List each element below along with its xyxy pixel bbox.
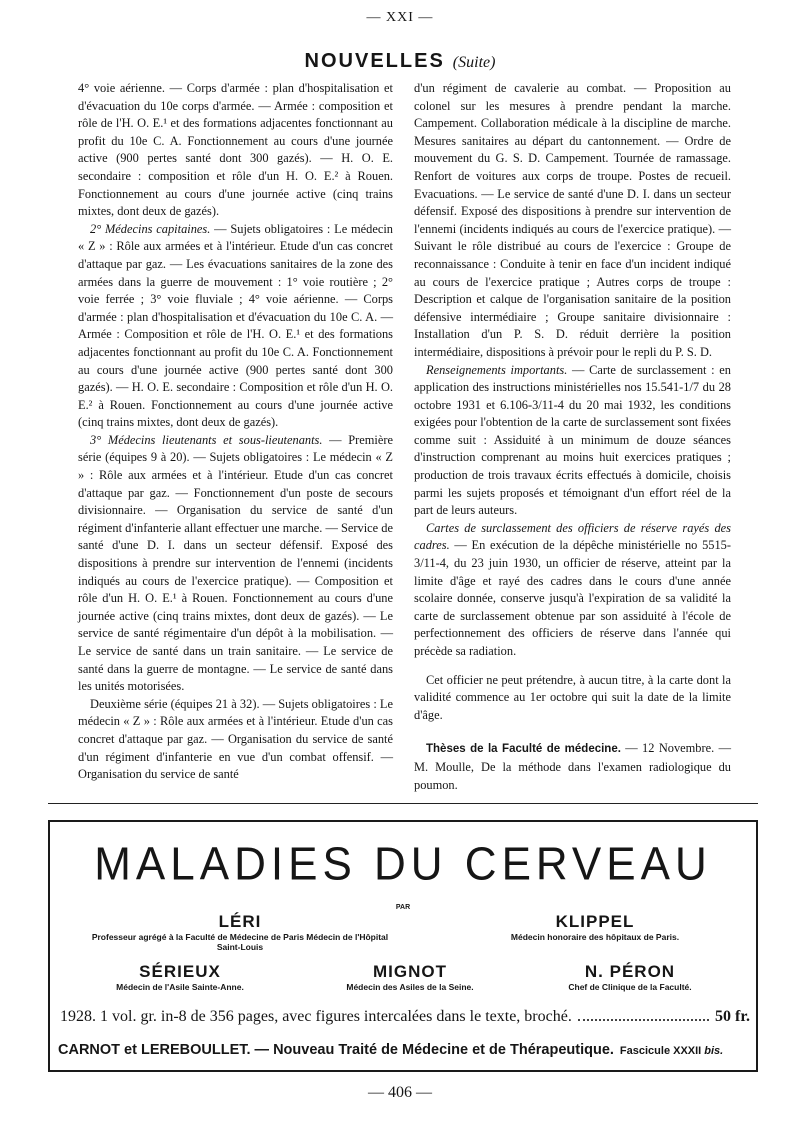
title-suffix: (Suite) xyxy=(452,54,496,71)
paragraph xyxy=(414,362,731,520)
paragraph-body: — Première série (équipes 9 à 20). — Sujets obligatoires : Le médecin « Z » : Rôle aux armées et à l'intérieur. Etude d'un cas concret d'attaque par gaz. — Fonctionnement d'un poste de secours divisionnaire. — Organisation du service de santé d'un régiment d'infanterie allant effectuer une marche. — Service de santé d'une D. I. dans un secteur défensif. Exposé des dispositions à prendre sur intervention de l'ennemi (incidents indiqués au cours de l'exercice pratique). — Composition et rôle d'un H. O. E.¹ à Rouen. Fonctionnement au cours d'une journée active (cinq trains mixtes, dont deux de gazés). — Le service de santé régimentaire d'un dépôt à la mobilisation. — Le service de santé dans un train sanitaire. — Le service de santé dans la guerre de montagne. — Le service de santé dans les unités motorisées. xyxy=(78,432,394,694)
ad-book-info xyxy=(60,1008,750,1026)
ad-footer xyxy=(58,1042,748,1058)
paragraph-lead: 3° Médecins lieutenants et sous-lieutenants. xyxy=(90,432,323,447)
paragraph-lead: 2° Médecins capitaines. xyxy=(90,221,211,236)
paragraph xyxy=(78,221,393,432)
paragraph: Deuxième série (équipes 21 à 32). — Sujets obligatoires : Le médecin « Z » : Rôle aux armées et à l'intérieur. Etude d'un cas concret d'attaque par gaz. — Organisation du service de santé d'un régiment d'infanterie en vue d'un combat offensif. — Organisation du service de santé xyxy=(78,696,393,782)
paragraph-lead: Cartes de surclassement des officiers de réserve rayés des cadres. xyxy=(414,520,731,553)
paragraph: d'un régiment de cavalerie au combat. — Proposition au colonel sur les mesures à prendre pendant la marche. Campement. Collaboration médicale à la discipline de marche. Mesures sanitaires au départ du cantonnement. — Ordre de mouvement du G. S. D. Campement. Tournée de ramassage. Renfort de voitures aux corps de troupe. Postes de recueil. Evacuations. — Le service de santé d'une D. I. dans un secteur défensif. Exposé des dispositions à prendre sur intervention de l'ennemi (incidents indiqués au cours de l'exercice pratique). — Suivant le rôle distribué au cours de l'exercice : Groupe de reconnaissance : Conduite à tenir en face d'un incident indiqué au cours de l'exercice pratique ; Autres corps de troupe : Description et calque de l'organisation sanitaire de la position défensive intermédiaire ; Groupe sanitaire divisionnaire : Installation d'un P. S. D. réduit derrière la position intermédiaire, dispositions à prévoir pour le repli du P. S. D. xyxy=(414,81,731,359)
author-klippel xyxy=(470,912,720,942)
fascicule-label: Fascicule XXXII xyxy=(619,1045,702,1057)
paragraph-body: — Sujets obligatoires : Le médecin « Z » : Rôle aux armées et à l'intérieur. Etude d'un cas concret d'attaque par gaz. — Les évacuations sanitaires de la zone des armées dans la guerre de mouvement : 1° voie routière ; 2° voie ferrée ; 3° voie fluviale ; 4° voie aérienne. — Corps d'armée : plan d'hospitalisation et d'évacuation du 10e C. A. — Armée : Composition et rôle de l'H. O. E.¹ et des formations adjacentes fonctionnant au profit du 10e C. A. Fonctionnement au cours d'une journée active (900 pertes santé dont 300 gazés). — H. O. E. secondaire : Composition et rôle d'un H. O. E.² à Rouen. Fonctionnement au cours d'une journée active (cinq trains mixtes, dont deux de gazés). xyxy=(78,221,393,430)
footer-text: CARNOT et LEREBOULLET. — Nouveau Traité de Médecine et de Thérapeutique. xyxy=(58,1042,614,1058)
paragraph-lead: Thèses de la Faculté de médecine. xyxy=(426,743,621,756)
right-column xyxy=(414,80,731,794)
paragraph xyxy=(414,520,731,661)
dot-leader xyxy=(578,1018,709,1021)
author-name: N. PÉRON xyxy=(584,962,676,981)
paragraph-body: — Carte de surclassement : en application des instructions ministérielles nos 15.541-1/7 du 28 octobre 1931 et 6.106-3/11-4 du 20 mai 1932, les conditions exigées pour l'obtention de la carte de surclassement sont fixées comme suit : Assiduité à un minimum de douze séances d'instruction comprenant au moins huit exercices pratiques ; production de trois travaux écrits effectués à domicile, choisis parmi les sujets proposés et témoignant d'un effort réel de la part de leurs auteurs. xyxy=(414,362,731,518)
author-leri xyxy=(90,912,390,952)
section-title xyxy=(0,50,800,73)
paragraph-body: — 12 Novembre. — M. Moulle, De la méthode dans l'examen radiologique du poumon. xyxy=(414,741,731,792)
paragraph-body: — En exécution de la dépêche ministérielle no 5515-3/11-4, du 23 juin 1930, un officier de réserve, atteint par la limite d'âge et rayé des cadres dans le cours d'une année scolaire donnée, conserve jusqu'à l'expiration de sa validité la carte de surclassement obtenue par son assiduité à l'école de perfectionnement des officiers de réserve dans l'année qui précède sa radiation. xyxy=(414,538,731,658)
title-text: NOUVELLES xyxy=(304,50,445,72)
author-mignot xyxy=(310,962,510,992)
author-role: Chef de Clinique de la Faculté. xyxy=(568,982,692,992)
book-price: 50 fr. xyxy=(715,1008,750,1025)
paragraph: Cet officier ne peut prétendre, à aucun titre, à la carte dont la validité commence au 1er octobre qui suit la date de la limite d'âge. xyxy=(414,672,731,722)
paragraph-lead: Renseignements importants. xyxy=(426,362,568,377)
page-number: — 406 — xyxy=(368,1084,432,1101)
author-role: Médecin des Asiles de la Seine. xyxy=(346,982,474,992)
paragraph xyxy=(414,740,731,794)
book-advertisement xyxy=(48,820,758,1072)
page-number-roman: — XXI — xyxy=(366,10,434,25)
ad-title: MALADIES DU CERVEAU xyxy=(94,838,712,891)
author-name: SÉRIEUX xyxy=(139,962,221,981)
author-name: KLIPPEL xyxy=(555,912,635,931)
author-peron xyxy=(520,962,740,992)
author-name: LÉRI xyxy=(218,912,262,931)
paragraph: 4° voie aérienne. — Corps d'armée : plan d'hospitalisation et d'évacuation du 10e corps d'armée. — Armée : composition et rôle de l'H. O. E.¹ et des formations adjacentes fonctionnant au profit du 10e C. A. Fonctionnement au cours d'une journée active (900 pertes santé dont 300 gazés). — H. O. E. secondaire : composition et rôle d'un H. O. E.² à Rouen. Fonctionnement au cours d'une journée active (cinq trains mixtes, dont deux de gazés). xyxy=(78,81,393,219)
paragraph xyxy=(78,432,393,696)
author-role: Médecin de l'Asile Sainte-Anne. xyxy=(116,982,244,992)
author-serieux xyxy=(70,962,290,992)
left-column xyxy=(78,80,393,784)
ad-par: PAR xyxy=(395,904,411,911)
book-details: 1928. 1 vol. gr. in-8 de 356 pages, avec figures intercalées dans le texte, broché. xyxy=(60,1008,572,1025)
author-role: Médecin honoraire des hôpitaux de Paris. xyxy=(510,932,680,942)
divider xyxy=(48,803,758,804)
author-name: MIGNOT xyxy=(373,962,447,981)
author-role: Professeur agrégé à la Faculté de Médecine de Paris Médecin de l'Hôpital Saint-Louis xyxy=(91,932,389,952)
fascicule-bis: bis. xyxy=(704,1045,724,1057)
